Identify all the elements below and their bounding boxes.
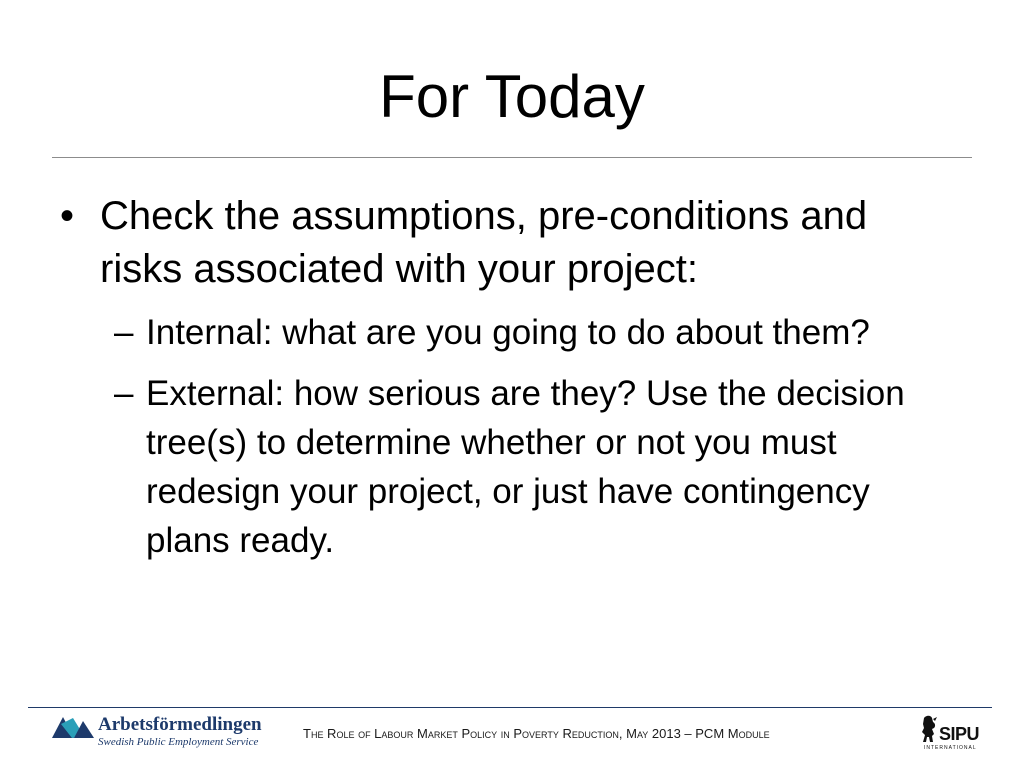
sub-bullet-internal	[60, 308, 960, 357]
bullet-marker: •	[60, 194, 75, 238]
sipu-name: SIPU	[939, 724, 980, 744]
arbetsformedlingen-logo-icon	[52, 714, 96, 738]
sipu-logo	[920, 712, 980, 752]
sub-bullet-marker: –	[114, 374, 134, 413]
footer-caption: The Role of Labour Market Policy in Poverty Reduction, May 2013 – PCM Module	[303, 726, 770, 741]
sub-bullet-text: External: how serious are they? Use the decision tree(s) to determine whether or not you must redesign your project, or just have contingency plans ready.	[146, 374, 905, 560]
arbetsformedlingen-logo	[52, 712, 267, 752]
slide-title: For Today	[379, 63, 645, 130]
arbetsformedlingen-subtitle: Swedish Public Employment Service	[98, 736, 259, 748]
sub-bullet-marker: –	[114, 313, 134, 352]
slide-body	[60, 190, 960, 565]
footer-divider	[28, 707, 992, 708]
bullet-text: Check the assumptions, pre-conditions and risks associated with your project:	[100, 194, 868, 291]
sub-bullet-text: Internal: what are you going to do about them?	[146, 313, 870, 352]
title-divider	[52, 157, 972, 158]
sipu-subtitle: INTERNATIONAL	[924, 745, 977, 751]
arbetsformedlingen-name: Arbetsförmedlingen	[98, 714, 262, 735]
sub-bullet-external	[60, 369, 960, 565]
lion-icon	[920, 714, 938, 746]
bullet-item	[60, 190, 960, 296]
